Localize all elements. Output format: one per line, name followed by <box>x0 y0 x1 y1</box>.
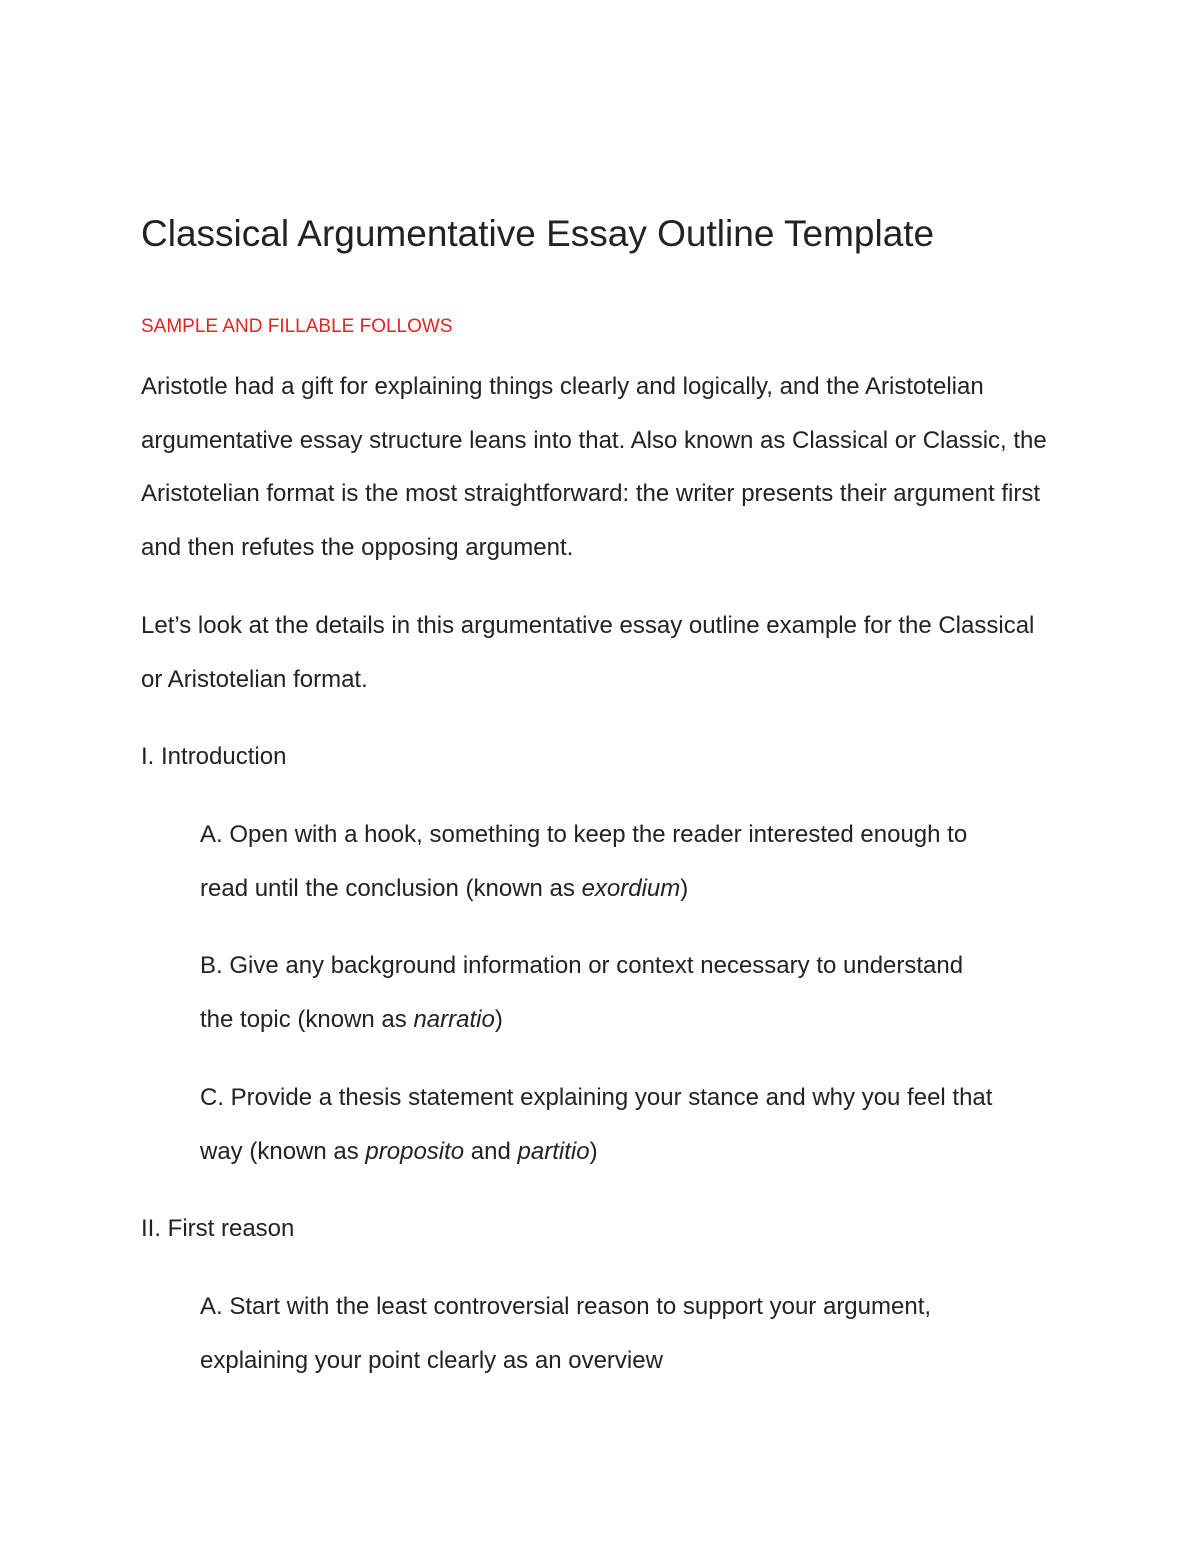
latin-term-proposito: proposito <box>365 1137 465 1165</box>
outline-item-text: C. Provide a thesis statement explaining your stance and why you feel that way (known as <box>200 1084 993 1165</box>
section-heading-introduction: I. Introduction <box>141 743 287 770</box>
sample-notice: SAMPLE AND FILLABLE FOLLOWS <box>141 316 453 337</box>
outline-item-end: ) <box>494 1005 503 1033</box>
outline-item-middle: and <box>464 1137 518 1165</box>
latin-term-exordium: exordium <box>581 874 681 902</box>
lead-paragraph: Let’s look at the details in this argumentative essay outline example for the Classical or Aristotelian format. <box>141 612 1035 693</box>
outline-item-1b <box>200 939 1000 1046</box>
outline-item-1c <box>200 1071 1000 1178</box>
outline-item-end: ) <box>680 874 689 902</box>
section-heading-first-reason: II. First reason <box>141 1215 295 1242</box>
outline-item-1a <box>200 808 1000 915</box>
outline-item-text: B. Give any background information or context necessary to understand the topic (known as <box>200 952 964 1033</box>
document-title: Classical Argumentative Essay Outline Template <box>141 213 935 254</box>
outline-item-2a: A. Start with the least controversial reason to support your argument, explaining your point clearly as an overview <box>200 1293 932 1374</box>
outline-item-end: ) <box>589 1137 598 1165</box>
outline-item-text: A. Open with a hook, something to keep the reader interested enough to read until the conclusion (known as <box>200 821 968 902</box>
latin-term-narratio: narratio <box>413 1005 495 1033</box>
latin-term-partitio: partitio <box>517 1137 590 1165</box>
intro-paragraph: Aristotle had a gift for explaining things clearly and logically, and the Aristotelian argumentative essay structure leans into that. Also known as Classical or Classic, the Aristotelian format is the most straightforward: the writer presents their argument first and then refutes the opposing argument. <box>141 373 1047 561</box>
